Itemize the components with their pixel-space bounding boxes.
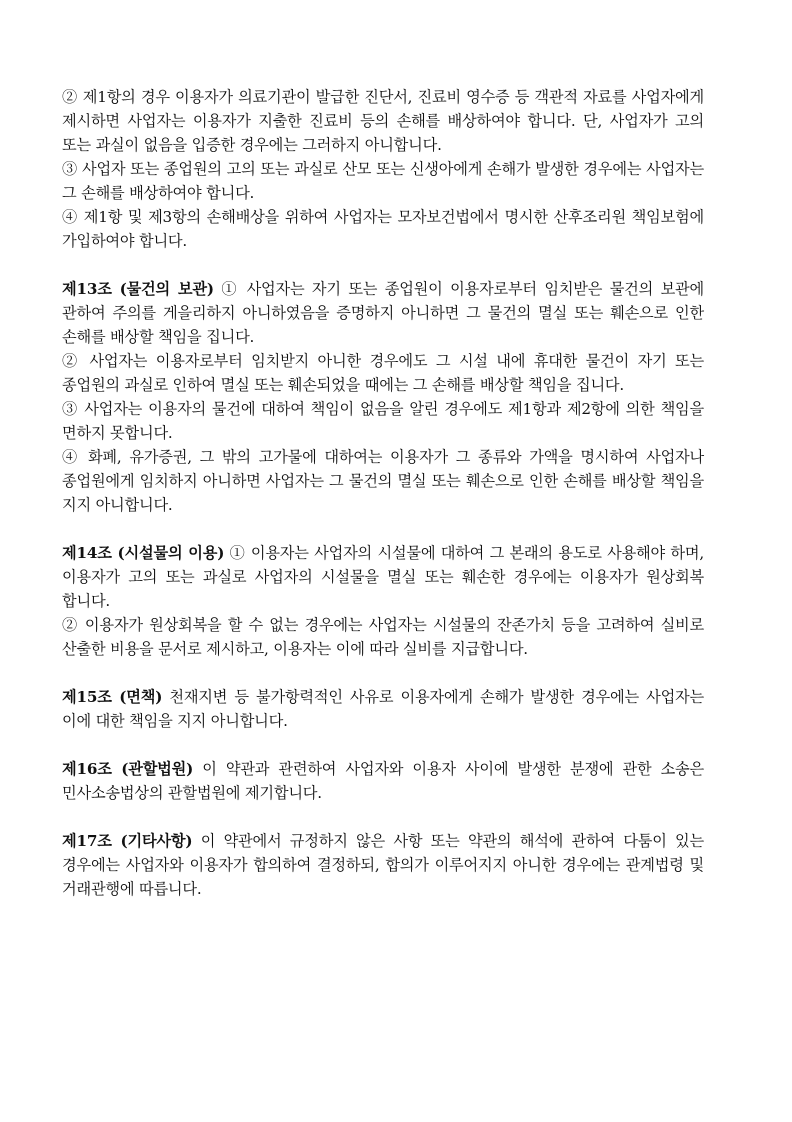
article-12-item-3: ③ 사업자 또는 종업원의 고의 또는 과실로 산모 또는 신생아에게 손해가 발생한 경우에는 사업자는 그 손해를 배상하여야 합니다. — [62, 160, 704, 202]
article-13-heading: 제13조 (물건의 보관) — [62, 280, 214, 298]
article-14-item-1-text: ① 이용자는 사업자의 시설물에 대하여 그 본래의 용도로 사용해야 하며, 이용자가 고의 또는 과실로 사업자의 시설물을 멸실 또는 훼손한 경우에는 이용자가 원상회복 합니다. — [62, 544, 704, 610]
article-17-heading: 제17조 (기타사항) — [62, 832, 193, 850]
article-14-heading: 제14조 (시설물의 이용) — [62, 544, 225, 562]
paragraph-spacer — [62, 661, 704, 685]
article-13-item-4: ④ 화폐, 유가증권, 그 밖의 고가물에 대하여는 이용자가 그 종류와 가액을 명시하여 사업자나 종업원에게 임치하지 아니하면 사업자는 그 물건의 멸실 또는 훼손으로 인한 손해를 배상할 책임을 지지 아니합니다. — [62, 448, 704, 514]
article-12-item-4: ④ 제1항 및 제3항의 손해배상을 위하여 사업자는 모자보건법에서 명시한 산후조리원 책임보험에 가입하여야 합니다. — [62, 208, 704, 250]
article-17 — [62, 829, 704, 901]
article-16-text: 이 약관과 관련하여 사업자와 이용자 사이에 발생한 분쟁에 관한 소송은 민사소송법상의 관할법원에 제기합니다. — [62, 760, 704, 802]
document-page — [62, 85, 704, 901]
article-15-heading: 제15조 (면책) — [62, 688, 163, 706]
article-16-heading: 제16조 (관할법원) — [62, 760, 194, 778]
article-14-item-1 — [62, 541, 704, 613]
article-16 — [62, 757, 704, 805]
paragraph-spacer — [62, 733, 704, 757]
article-13-item-1-text: ① 사업자는 자기 또는 종업원이 이용자로부터 임치받은 물건의 보관에 관하여 주의를 게을리하지 아니하였음을 증명하지 아니하면 그 물건의 멸실 또는 훼손으로 인한 손해를 배상할 책임을 집니다. — [62, 280, 704, 346]
article-13-item-2: ② 사업자는 이용자로부터 임치받지 아니한 경우에도 그 시설 내에 휴대한 물건이 자기 또는 종업원의 과실로 인하여 멸실 또는 훼손되었을 때에는 그 손해를 배상할 책임을 집니다. — [62, 352, 704, 394]
article-12-item-2: ② 제1항의 경우 이용자가 의료기관이 발급한 진단서, 진료비 영수증 등 객관적 자료를 사업자에게 제시하면 사업자는 이용자가 지출한 진료비 등의 손해를 배상하여야 합니다. 단, 사업자가 고의 또는 과실이 없음을 입증한 경우에는 그러하지 아니합니다. — [62, 88, 704, 154]
article-15-text: 천재지변 등 불가항력적인 사유로 이용자에게 손해가 발생한 경우에는 사업자는 이에 대한 책임을 지지 아니합니다. — [62, 688, 704, 730]
article-17-text: 이 약관에서 규정하지 않은 사항 또는 약관의 해석에 관하여 다툼이 있는 경우에는 사업자와 이용자가 합의하여 결정하되, 합의가 이루어지지 아니한 경우에는 관계법령 및 거래관행에 따릅니다. — [62, 832, 704, 898]
article-13-item-1 — [62, 277, 704, 349]
paragraph-spacer — [62, 517, 704, 541]
paragraph-spacer — [62, 805, 704, 829]
article-15 — [62, 685, 704, 733]
article-13-item-3: ③ 사업자는 이용자의 물건에 대하여 책임이 없음을 알린 경우에도 제1항과 제2항에 의한 책임을 면하지 못합니다. — [62, 400, 704, 442]
article-14-item-2: ② 이용자가 원상회복을 할 수 없는 경우에는 사업자는 시설물의 잔존가치 등을 고려하여 실비로 산출한 비용을 문서로 제시하고, 이용자는 이에 따라 실비를 지급합니다. — [62, 616, 704, 658]
paragraph-spacer — [62, 253, 704, 277]
